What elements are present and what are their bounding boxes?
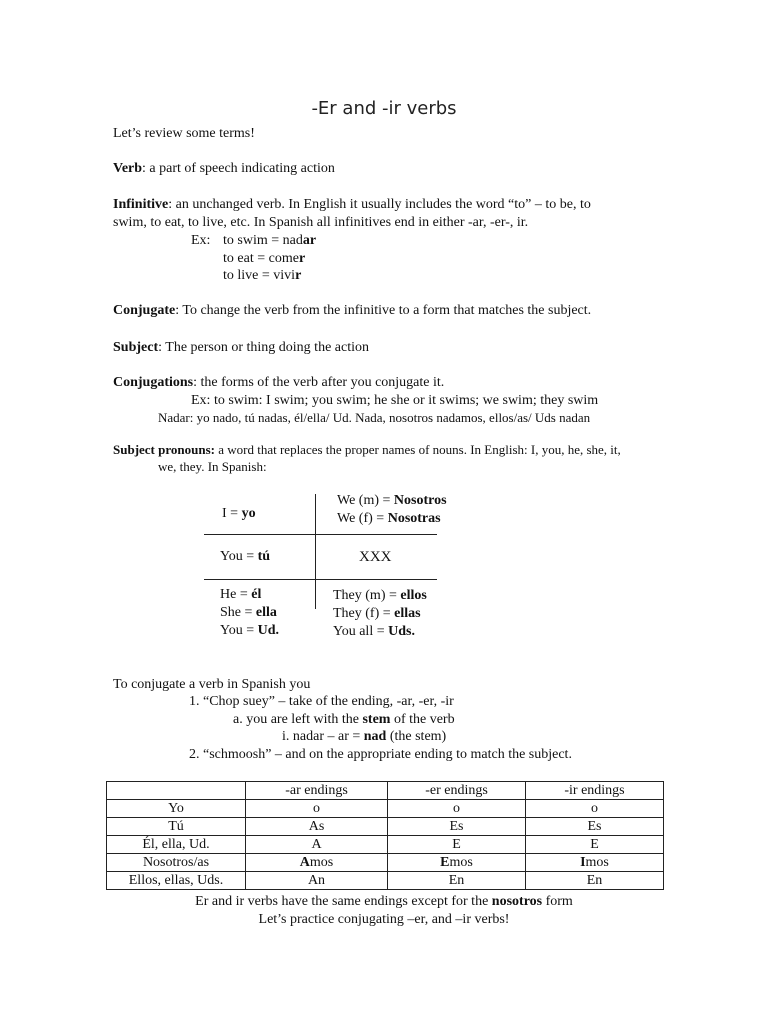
- steps-intro: To conjugate a verb in Spanish you: [113, 677, 311, 692]
- infinitive-ex-label: Ex:: [191, 233, 211, 248]
- grid-horizontal-line: [204, 579, 437, 580]
- verb-term: Verb: [113, 161, 143, 176]
- table-cell: Imos: [526, 854, 664, 872]
- table-row-label: Nosotros/as: [107, 854, 246, 872]
- pronoun-yo: I = yo: [222, 506, 256, 521]
- table-cell: Es: [388, 818, 526, 836]
- step-2: 2. “schmoosh” – and on the appropriate ending to match the subject.: [189, 747, 572, 762]
- verb-definition: [113, 160, 335, 177]
- step-1a-i: i. nadar – ar = nad (the stem): [282, 729, 447, 744]
- table-cell: En: [526, 872, 664, 890]
- table-row: [107, 818, 664, 836]
- table-cell: As: [246, 818, 388, 836]
- table-header-cell: -ir endings: [526, 782, 664, 800]
- grid-horizontal-line: [204, 534, 437, 535]
- infinitive-definition: [113, 196, 591, 213]
- pronoun-ellos: They (m) = ellos: [333, 588, 427, 603]
- infinitive-example: to swim = nadar: [223, 233, 317, 248]
- conjugate-definition: Conjugate: To change the verb from the infinitive to a form that matches the subject.: [113, 303, 592, 318]
- table-row: [107, 872, 664, 890]
- conjugate-term: Conjugate: [113, 303, 176, 318]
- pronouns-definition: Subject pronouns: a word that replaces the proper names of nouns. In English: I, you, he, she, it,: [113, 442, 621, 457]
- pronoun-uds: You all = Uds.: [333, 624, 415, 639]
- nadar-conjugation: Nadar: yo nado, tú nadas, él/ella/ Ud. Nada, nosotros nadamos, ellos/as/ Uds nadan: [158, 410, 591, 425]
- pronoun-ud: You = Ud.: [220, 623, 280, 638]
- infinitive-example: to eat = comer: [223, 251, 306, 266]
- infinitive-def-1: : an unchanged verb. In English it usually includes the word “to” – to be, to: [168, 197, 591, 212]
- table-header-cell: -ar endings: [246, 782, 388, 800]
- step-1a: a. you are left with the stem of the verb: [233, 712, 455, 727]
- table-cell: E: [526, 836, 664, 854]
- table-cell: An: [246, 872, 388, 890]
- pronouns-term: Subject pronouns:: [113, 442, 215, 457]
- table-row-label: Ellos, ellas, Uds.: [107, 872, 246, 890]
- pronoun-ellas: They (f) = ellas: [333, 606, 421, 621]
- infinitive-term: Infinitive: [113, 197, 169, 212]
- infinitive-example: to live = vivir: [223, 268, 302, 283]
- pronoun-ella: She = ella: [220, 605, 277, 620]
- infinitive-def-2: swim, to eat, to live, etc. In Spanish all infinitives end in either -ar, -er-, ir.: [113, 215, 529, 230]
- subject-term: Subject: [113, 340, 159, 355]
- table-row-label: Yo: [107, 800, 246, 818]
- intro-text: Let’s review some terms!: [113, 126, 255, 141]
- table-cell: Es: [526, 818, 664, 836]
- conjugations-term: Conjugations: [113, 375, 194, 390]
- table-cell: E: [388, 836, 526, 854]
- conjugations-definition: Conjugations: the forms of the verb after you conjugate it.: [113, 375, 445, 390]
- pronoun-nosotras: We (f) = Nosotras: [337, 511, 441, 526]
- pronoun-xxx: XXX: [359, 549, 392, 565]
- pronouns-def-2: we, they. In Spanish:: [158, 459, 267, 474]
- footer-practice: Let’s practice conjugating –er, and –ir verbs!: [258, 912, 510, 927]
- table-row-label: Él, ella, Ud.: [107, 836, 246, 854]
- pronoun-tu: You = tú: [220, 549, 271, 564]
- table-row: [107, 800, 664, 818]
- table-header-cell: [107, 782, 246, 800]
- pronoun-nosotros: We (m) = Nosotros: [337, 493, 447, 508]
- table-cell: Amos: [246, 854, 388, 872]
- table-header-row: [107, 782, 664, 800]
- grid-vertical-line: [315, 494, 316, 609]
- step-1: 1. “Chop suey” – take of the ending, -ar, -er, -ir: [189, 694, 454, 709]
- table-cell: A: [246, 836, 388, 854]
- pronoun-el: He = él: [220, 587, 262, 602]
- subject-definition: Subject: The person or thing doing the action: [113, 340, 369, 355]
- table-cell: En: [388, 872, 526, 890]
- table-row-label: Tú: [107, 818, 246, 836]
- footer-note: Er and ir verbs have the same endings except for the nosotros form: [195, 894, 573, 909]
- endings-table: [106, 781, 664, 890]
- conjugations-example: Ex: to swim: I swim; you swim; he she or it swims; we swim; they swim: [191, 393, 599, 408]
- table-row: [107, 836, 664, 854]
- table-header-cell: -er endings: [388, 782, 526, 800]
- table-row: [107, 854, 664, 872]
- table-cell: o: [388, 800, 526, 818]
- table-cell: o: [246, 800, 388, 818]
- page-title: -Er and -ir verbs: [311, 98, 457, 119]
- table-cell: o: [526, 800, 664, 818]
- verb-def: : a part of speech indicating action: [142, 161, 335, 176]
- table-cell: Emos: [388, 854, 526, 872]
